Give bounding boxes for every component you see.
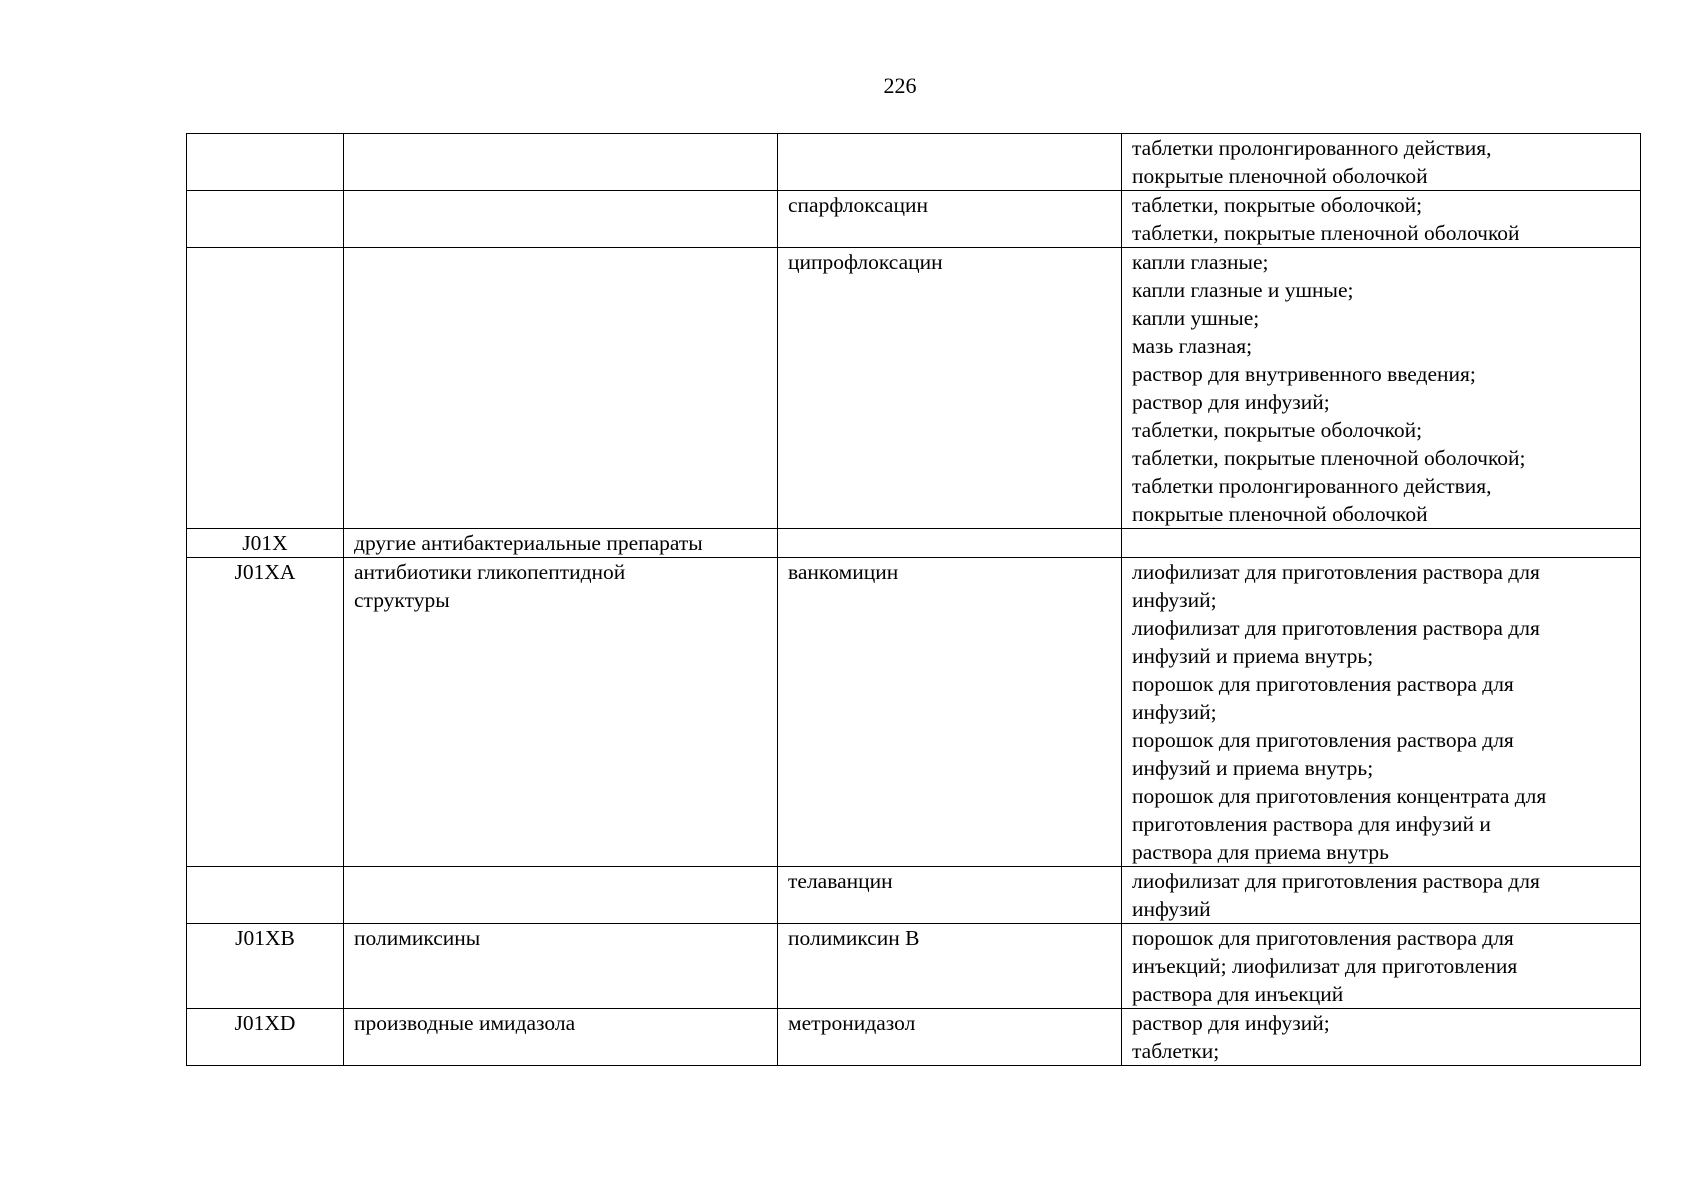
dosage-forms-cell: лиофилизат для приготовления раствора для инфузий bbox=[1122, 867, 1641, 924]
atc-code-cell: J01X bbox=[187, 529, 344, 558]
dosage-forms-cell: капли глазные; капли глазные и ушные; капли ушные; мазь глазная; раствор для внутривенного введения; раствор для инфузий; таблетки, покрытые оболочкой; таблетки, покрытые пленочной оболочкой; таблетки пролонгированного действия, покрытые пленочной оболочкой bbox=[1122, 248, 1641, 529]
group-name-cell: другие антибактериальные препараты bbox=[344, 529, 778, 558]
table-row bbox=[187, 134, 1641, 191]
table-row bbox=[187, 529, 1641, 558]
atc-code-cell bbox=[187, 248, 344, 529]
group-name-cell bbox=[344, 191, 778, 248]
dosage-forms-cell: раствор для инфузий; таблетки; bbox=[1122, 1009, 1641, 1066]
dosage-forms-cell: таблетки пролонгированного действия, покрытые пленочной оболочкой bbox=[1122, 134, 1641, 191]
group-name-cell: антибиотики гликопептидной структуры bbox=[344, 558, 778, 867]
drug-name-cell: метронидазол bbox=[778, 1009, 1122, 1066]
drug-name-cell: телаванцин bbox=[778, 867, 1122, 924]
table-row bbox=[187, 191, 1641, 248]
group-name-cell bbox=[344, 867, 778, 924]
atc-code-cell: J01XD bbox=[187, 1009, 344, 1066]
table-row bbox=[187, 924, 1641, 1009]
group-name-cell bbox=[344, 248, 778, 529]
dosage-forms-cell bbox=[1122, 529, 1641, 558]
table-row bbox=[187, 1009, 1641, 1066]
drug-name-cell: ванкомицин bbox=[778, 558, 1122, 867]
group-name-cell bbox=[344, 134, 778, 191]
table-row bbox=[187, 867, 1641, 924]
group-name-cell: производные имидазола bbox=[344, 1009, 778, 1066]
atc-code-cell: J01XB bbox=[187, 924, 344, 1009]
dosage-forms-cell: лиофилизат для приготовления раствора для инфузий; лиофилизат для приготовления раствора для инфузий и приема внутрь; порошок для приготовления раствора для инфузий; порошок для приготовления раствора для инфузий и приема внутрь; порошок для приготовления концентрата для приготовления раствора для инфузий и раствора для приема внутрь bbox=[1122, 558, 1641, 867]
group-name-cell: полимиксины bbox=[344, 924, 778, 1009]
table-row bbox=[187, 248, 1641, 529]
dosage-forms-cell: порошок для приготовления раствора для инъекций; лиофилизат для приготовления раствора для инъекций bbox=[1122, 924, 1641, 1009]
drug-name-cell: полимиксин В bbox=[778, 924, 1122, 1009]
table-row bbox=[187, 558, 1641, 867]
drug-name-cell bbox=[778, 529, 1122, 558]
dosage-forms-cell: таблетки, покрытые оболочкой; таблетки, покрытые пленочной оболочкой bbox=[1122, 191, 1641, 248]
atc-code-cell bbox=[187, 191, 344, 248]
atc-code-cell bbox=[187, 134, 344, 191]
atc-code-cell: J01XA bbox=[187, 558, 344, 867]
atc-code-cell bbox=[187, 867, 344, 924]
drug-table bbox=[186, 133, 1641, 1066]
page-number: 226 bbox=[883, 73, 917, 98]
drug-name-cell: спарфлоксацин bbox=[778, 191, 1122, 248]
drug-name-cell bbox=[778, 134, 1122, 191]
drug-name-cell: ципрофлоксацин bbox=[778, 248, 1122, 529]
